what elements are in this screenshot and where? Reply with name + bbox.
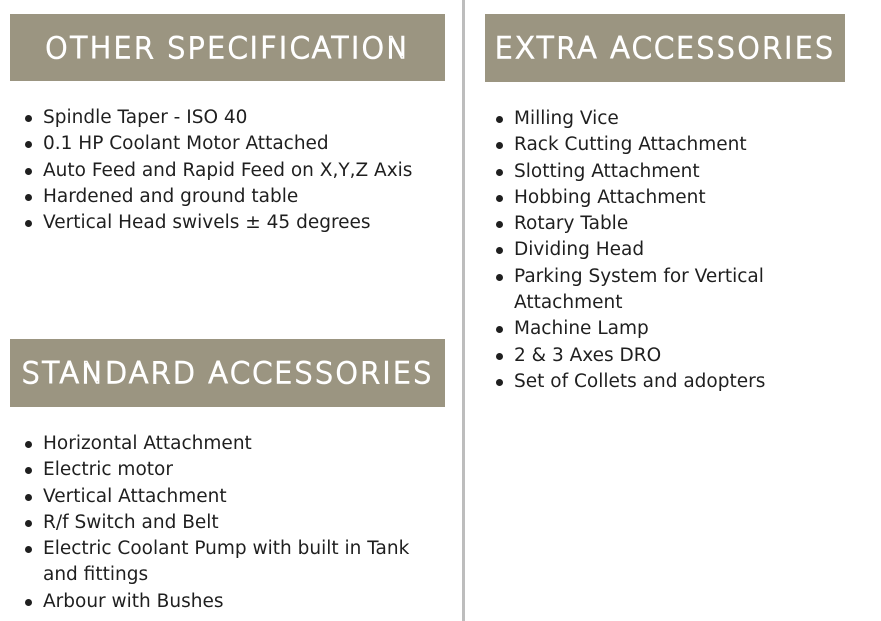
other-specification-banner [10, 14, 445, 81]
list-item: Rack Cutting Attachment [486, 132, 878, 158]
list-item: Hobbing Attachment [486, 185, 878, 211]
list-item: Vertical Head swivels ± 45 degrees [15, 210, 435, 236]
list-item: Hardened and ground table [15, 184, 435, 210]
list-item: Vertical Attachment [15, 484, 435, 510]
list-item: Auto Feed and Rapid Feed on X,Y,Z Axis [15, 158, 435, 184]
list-item: Arbour with Bushes [15, 589, 435, 615]
list-item: Horizontal Attachment [15, 431, 435, 457]
standard-accessories-list [15, 431, 435, 615]
list-item: Machine Lamp [486, 316, 878, 342]
list-item: 0.1 HP Coolant Motor Attached [15, 131, 435, 157]
extra-accessories-title: EXTRA ACCESSORIES [494, 31, 836, 65]
list-item: Electric motor [15, 457, 435, 483]
list-item: Slotting Attachment [486, 159, 878, 185]
standard-accessories-title: STANDARD ACCESSORIES [21, 356, 434, 390]
extra-accessories-banner [485, 14, 845, 82]
list-item: Parking System for Vertical Attachment [486, 264, 878, 317]
column-divider [462, 0, 465, 621]
list-item: Rotary Table [486, 211, 878, 237]
list-item: Dividing Head [486, 237, 878, 263]
list-item: Electric Coolant Pump with built in Tank and fittings [15, 536, 435, 589]
standard-accessories-banner [10, 339, 445, 407]
list-item: Milling Vice [486, 106, 878, 132]
other-specification-list [15, 105, 435, 236]
list-item: 2 & 3 Axes DRO [486, 343, 878, 369]
list-item: Set of Collets and adopters [486, 369, 878, 395]
list-item: Spindle Taper - ISO 40 [15, 105, 435, 131]
extra-accessories-list [486, 106, 878, 395]
list-item: R/f Switch and Belt [15, 510, 435, 536]
other-specification-title: OTHER SPECIFICATION [45, 30, 410, 65]
